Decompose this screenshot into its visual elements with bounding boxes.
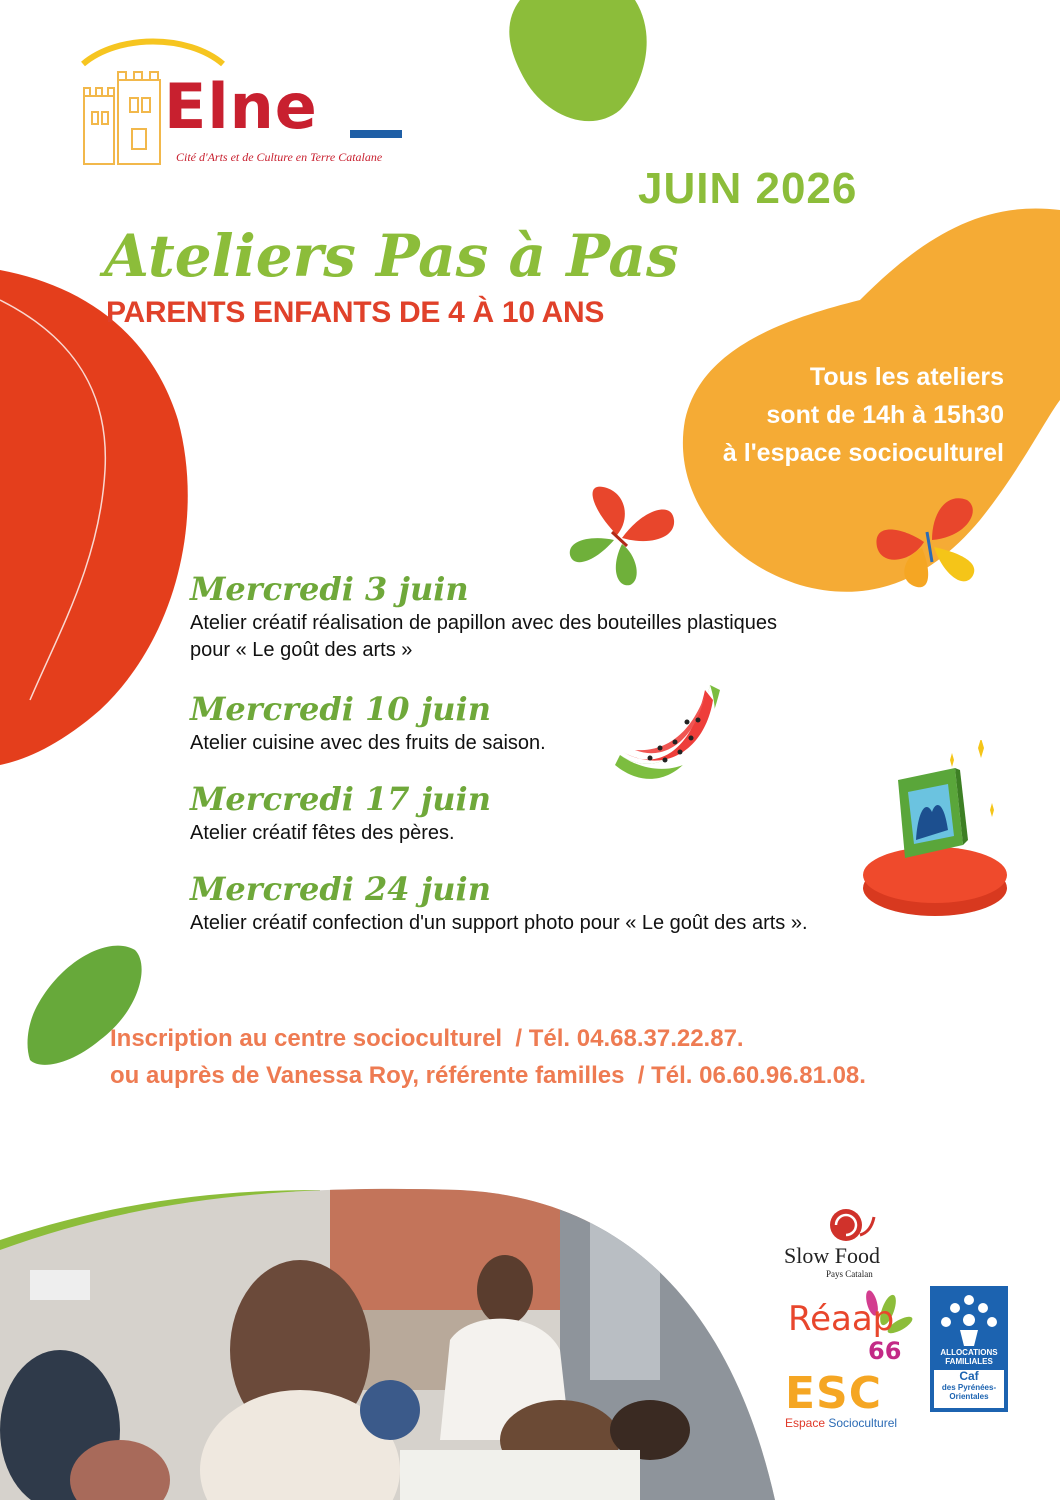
event-day: Mercredi 10 juin xyxy=(190,690,491,728)
elne-logo xyxy=(78,34,408,174)
caf-bottom xyxy=(934,1370,1004,1408)
reaap-logo xyxy=(788,1285,918,1375)
event-item xyxy=(190,568,777,664)
caf-name: Caf xyxy=(959,1369,979,1383)
event-item xyxy=(190,688,546,757)
contact-info xyxy=(110,1020,866,1094)
elne-name: Elne xyxy=(164,70,318,143)
slowfood-sub: Pays Catalan xyxy=(826,1269,873,1279)
esc-name: ESC xyxy=(785,1368,883,1419)
workshop-photo xyxy=(0,1180,780,1500)
schedule-line-2: sont de 14h à 15h30 xyxy=(766,401,1004,429)
event-desc-line: Atelier cuisine avec des fruits de saison. xyxy=(190,732,546,754)
reaap-number: 66 xyxy=(868,1337,902,1365)
esc-sub-1: Espace xyxy=(785,1416,829,1430)
event-desc-line: pour « Le goût des arts » xyxy=(190,639,413,661)
event-item xyxy=(190,778,491,847)
event-desc-line: Atelier créatif confection d'un support photo pour « Le goût des arts ». xyxy=(190,912,808,934)
slowfood-name: Slow Food xyxy=(784,1243,880,1268)
month-title: JUIN 2026 xyxy=(638,164,858,213)
caf-region: des Pyrénées-Orientales xyxy=(941,1383,997,1401)
schedule-line-3: à l'espace socioculturel xyxy=(722,439,1004,467)
elne-tagline: Cité d'Arts et de Culture en Terre Catalane xyxy=(176,150,383,164)
butterfly-icon xyxy=(872,492,992,602)
snail-icon xyxy=(822,1205,882,1245)
esc-subtitle xyxy=(785,1416,925,1430)
caf-logo xyxy=(930,1286,1008,1412)
event-desc-line: Atelier créatif réalisation de papillon avec des bouteilles plastiques xyxy=(190,612,778,634)
red-blob-left xyxy=(0,270,188,765)
people-icon xyxy=(930,1290,1008,1350)
page-title: Ateliers Pas à Pas xyxy=(104,222,679,290)
schedule-info xyxy=(664,358,1004,472)
event-day: Mercredi 3 juin xyxy=(190,570,469,608)
esc-sub-2: Socioculturel xyxy=(828,1416,898,1430)
elne-underline xyxy=(350,130,402,138)
page-subtitle: PARENTS ENFANTS DE 4 À 10 ANS xyxy=(106,296,605,329)
event-desc-line: Atelier créatif fêtes des pères. xyxy=(190,822,455,844)
contact-line-1: Inscription au centre socioculturel / Tél. 04.68.37.22.87. xyxy=(110,1025,744,1052)
green-blob-top xyxy=(509,0,646,121)
contact-line-2: ou auprès de Vanessa Roy, référente familles / Tél. 06.60.96.81.08. xyxy=(110,1062,866,1089)
event-day: Mercredi 17 juin xyxy=(190,780,491,818)
watermelon-icon xyxy=(605,680,735,800)
event-item xyxy=(190,868,808,937)
event-day: Mercredi 24 juin xyxy=(190,870,491,908)
slowfood-logo xyxy=(780,1205,920,1280)
reaap-name: Réaap xyxy=(788,1299,895,1339)
esc-logo xyxy=(785,1368,925,1432)
photo-frame-icon xyxy=(860,740,1020,920)
schedule-line-1: Tous les ateliers xyxy=(809,363,1004,391)
caf-allocations: ALLOCATIONS FAMILIALES xyxy=(940,1348,998,1366)
